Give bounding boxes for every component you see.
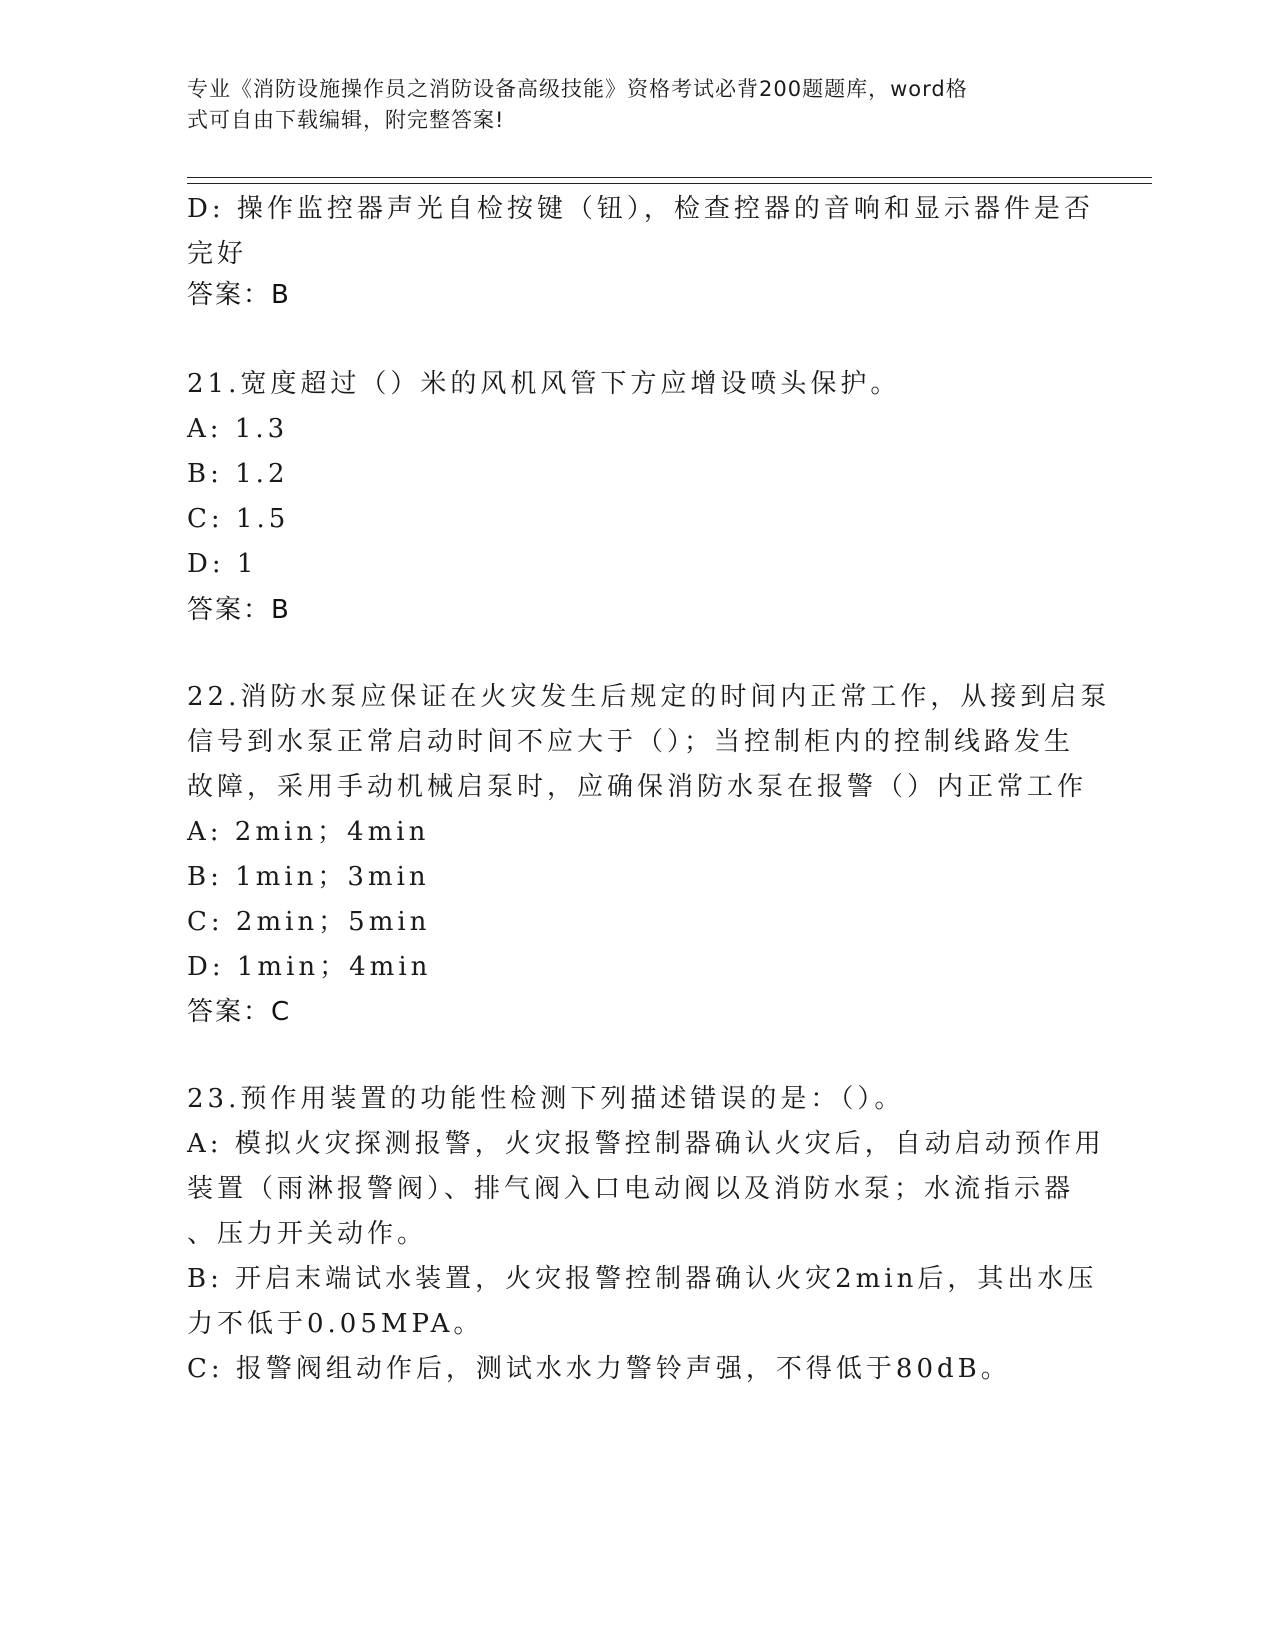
q23-option-b-line-2: 力不低于0.05MPA。 (187, 1309, 484, 1339)
q22-option-b: B: 1min；3min (187, 862, 430, 892)
q22-option-d: D: 1min；4min (187, 952, 432, 982)
header-line-1: 专业《消防设施操作员之消防设备高级技能》资格考试必背200题题库，word格 (187, 77, 968, 101)
q22-question-line-1: 22.消防水泵应保证在火灾发生后规定的时间内正常工作，从接到启泵 (187, 682, 1111, 712)
header-divider-top (187, 177, 1152, 178)
q23-option-a-line-2: 装置（雨淋报警阀）、排气阀入口电动阀以及消防水泵；水流指示器 (187, 1174, 1075, 1204)
q21-answer: 答案：B (187, 595, 291, 625)
q20-option-d-line-1: D: 操作监控器声光自检按键（钮），检查控器的音响和显示器件是否 (187, 194, 1094, 224)
q21-question: 21.宽度超过（）米的风机风管下方应增设喷头保护。 (187, 369, 901, 399)
q23-option-b-line-1: B: 开启末端试水装置，火灾报警控制器确认火灾2min后，其出水压 (187, 1264, 1098, 1294)
header-divider-bottom (187, 183, 1152, 184)
q22-question-line-3: 故障，采用手动机械启泵时，应确保消防水泵在报警（）内正常工作 (187, 772, 1088, 802)
q20-option-d (187, 187, 1094, 277)
q21-block (187, 362, 1077, 587)
q20-answer: 答案：B (187, 280, 291, 310)
q23-option-c-line-1: C: 报警阀组动作后，测试水水力警铃声强，不得低于80dB。 (187, 1354, 1011, 1384)
q22-option-c: C: 2min；5min (187, 907, 431, 937)
q21-option-a: A: 1.3 (187, 414, 289, 444)
q23-block (187, 1077, 1105, 1392)
q22-block (187, 675, 1111, 990)
q22-answer: 答案：C (187, 997, 292, 1027)
header-line-2: 式可自由下载编辑，附完整答案! (187, 108, 505, 132)
q21-option-b: B: 1.2 (187, 459, 289, 489)
document-header (187, 74, 1067, 136)
q20-option-d-line-2: 完好 (187, 239, 248, 269)
q23-option-a-line-3: 、压力开关动作。 (187, 1219, 428, 1249)
q22-option-a: A: 2min；4min (187, 817, 430, 847)
q21-option-d: D: 1 (187, 549, 258, 579)
q23-option-a-line-1: A: 模拟火灾探测报警，火灾报警控制器确认火灾后，自动启动预作用 (187, 1129, 1105, 1159)
q22-question-line-2: 信号到水泵正常启动时间不应大于（）；当控制柜内的控制线路发生 (187, 727, 1075, 757)
q23-question: 23.预作用装置的功能性检测下列描述错误的是：（）。 (187, 1084, 905, 1114)
q21-option-c: C: 1.5 (187, 504, 290, 534)
